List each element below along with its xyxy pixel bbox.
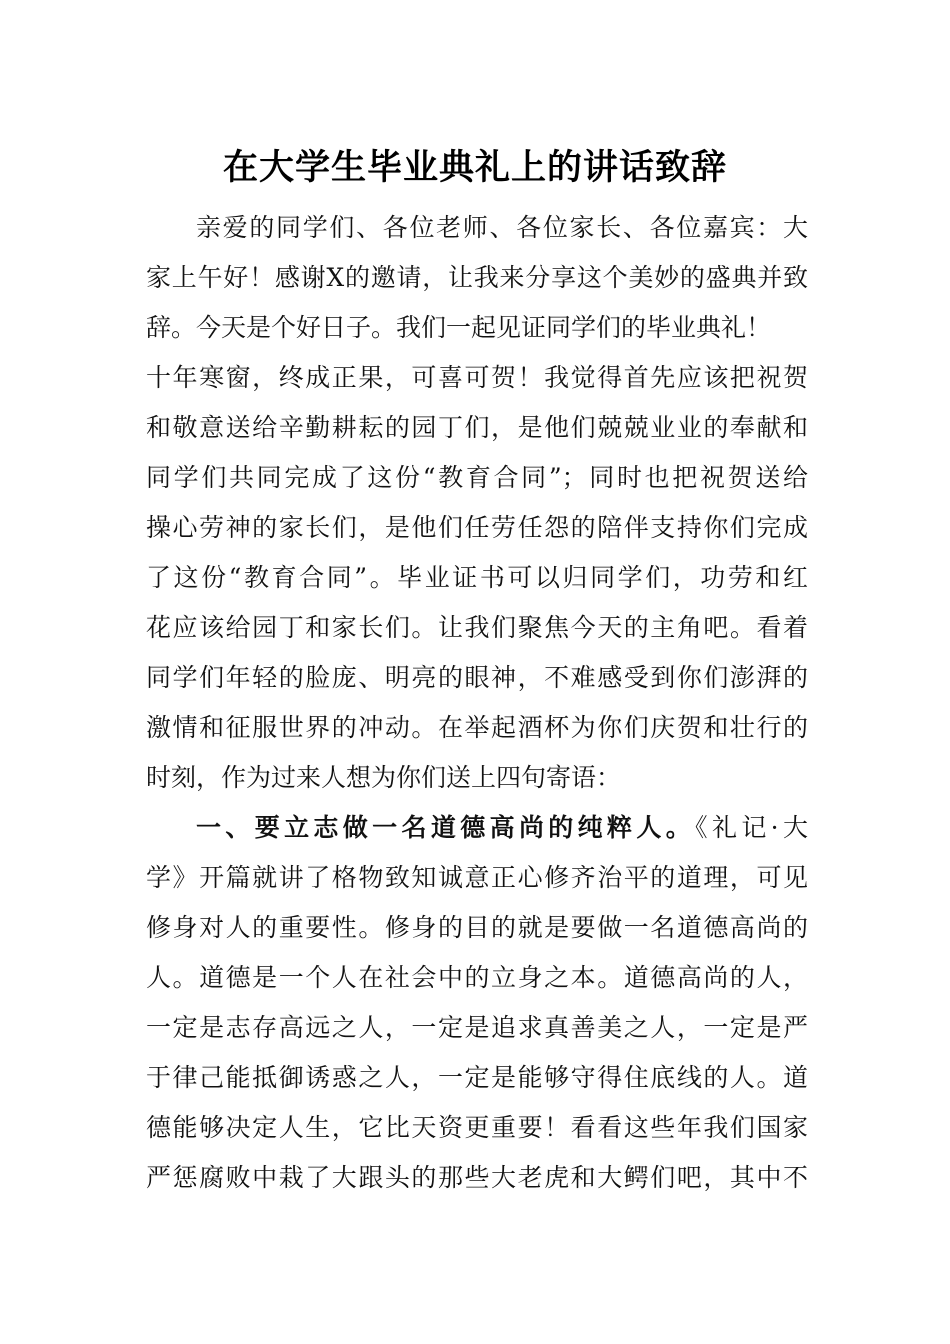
- paragraph-line: 修身对人的重要性。修身的目的就是要做一名道德高尚的: [146, 913, 808, 942]
- paragraph-line: 操心劳神的家长们，是他们任劳任怨的陪伴支持你们完成: [146, 513, 808, 542]
- paragraph-line: 了这份“教育合同”。毕业证书可以归同学们，功劳和红: [146, 563, 808, 592]
- paragraph-line: 学》开篇就讲了格物致知诚意正心修齐治平的道理，可见: [146, 863, 808, 892]
- paragraph-line: 人。道德是一个人在社会中的立身之本。道德高尚的人，: [146, 963, 808, 992]
- section-heading: 一、要立志做一名道德高尚的纯粹人。: [196, 813, 696, 842]
- paragraph-line: 家上午好！感谢X的邀请，让我来分享这个美妙的盛典并致: [146, 263, 808, 292]
- paragraph-line: 和敬意送给辛勤耕耘的园丁们，是他们兢兢业业的奉献和: [146, 413, 808, 442]
- paragraph-line: 时刻，作为过来人想为你们送上四句寄语：: [146, 763, 622, 792]
- paragraph-line: 严惩腐败中栽了大跟头的那些大老虎和大鳄们吧，其中不: [146, 1163, 808, 1192]
- paragraph-line: 一定是志存高远之人，一定是追求真善美之人，一定是严: [146, 1013, 808, 1042]
- document-title: 在大学生毕业典礼上的讲话致辞: [222, 147, 727, 188]
- section-heading-line: [196, 803, 808, 853]
- paragraph-line: 十年寒窗，终成正果，可喜可贺！我觉得首先应该把祝贺: [146, 363, 808, 392]
- paragraph-line: 亲爱的同学们、各位老师、各位家长、各位嘉宾：大: [196, 213, 808, 242]
- paragraph-line: 花应该给园丁和家长们。让我们聚焦今天的主角吧。看着: [146, 613, 808, 642]
- paragraph-line: 同学们共同完成了这份“教育合同”；同时也把祝贺送给: [146, 463, 808, 492]
- paragraph-line: 德能够决定人生，它比天资更重要！看看这些年我们国家: [146, 1113, 808, 1142]
- section-heading-rest: 《礼记·大: [695, 813, 808, 842]
- paragraph-line: 于律己能抵御诱惑之人，一定是能够守得住底线的人。道: [146, 1063, 808, 1092]
- paragraph-line: 激情和征服世界的冲动。在举起酒杯为你们庆贺和壮行的: [146, 713, 808, 742]
- paragraph-line: 辞。今天是个好日子。我们一起见证同学们的毕业典礼！: [146, 313, 772, 342]
- paragraph-line: 同学们年轻的脸庞、明亮的眼神，不难感受到你们澎湃的: [146, 663, 808, 692]
